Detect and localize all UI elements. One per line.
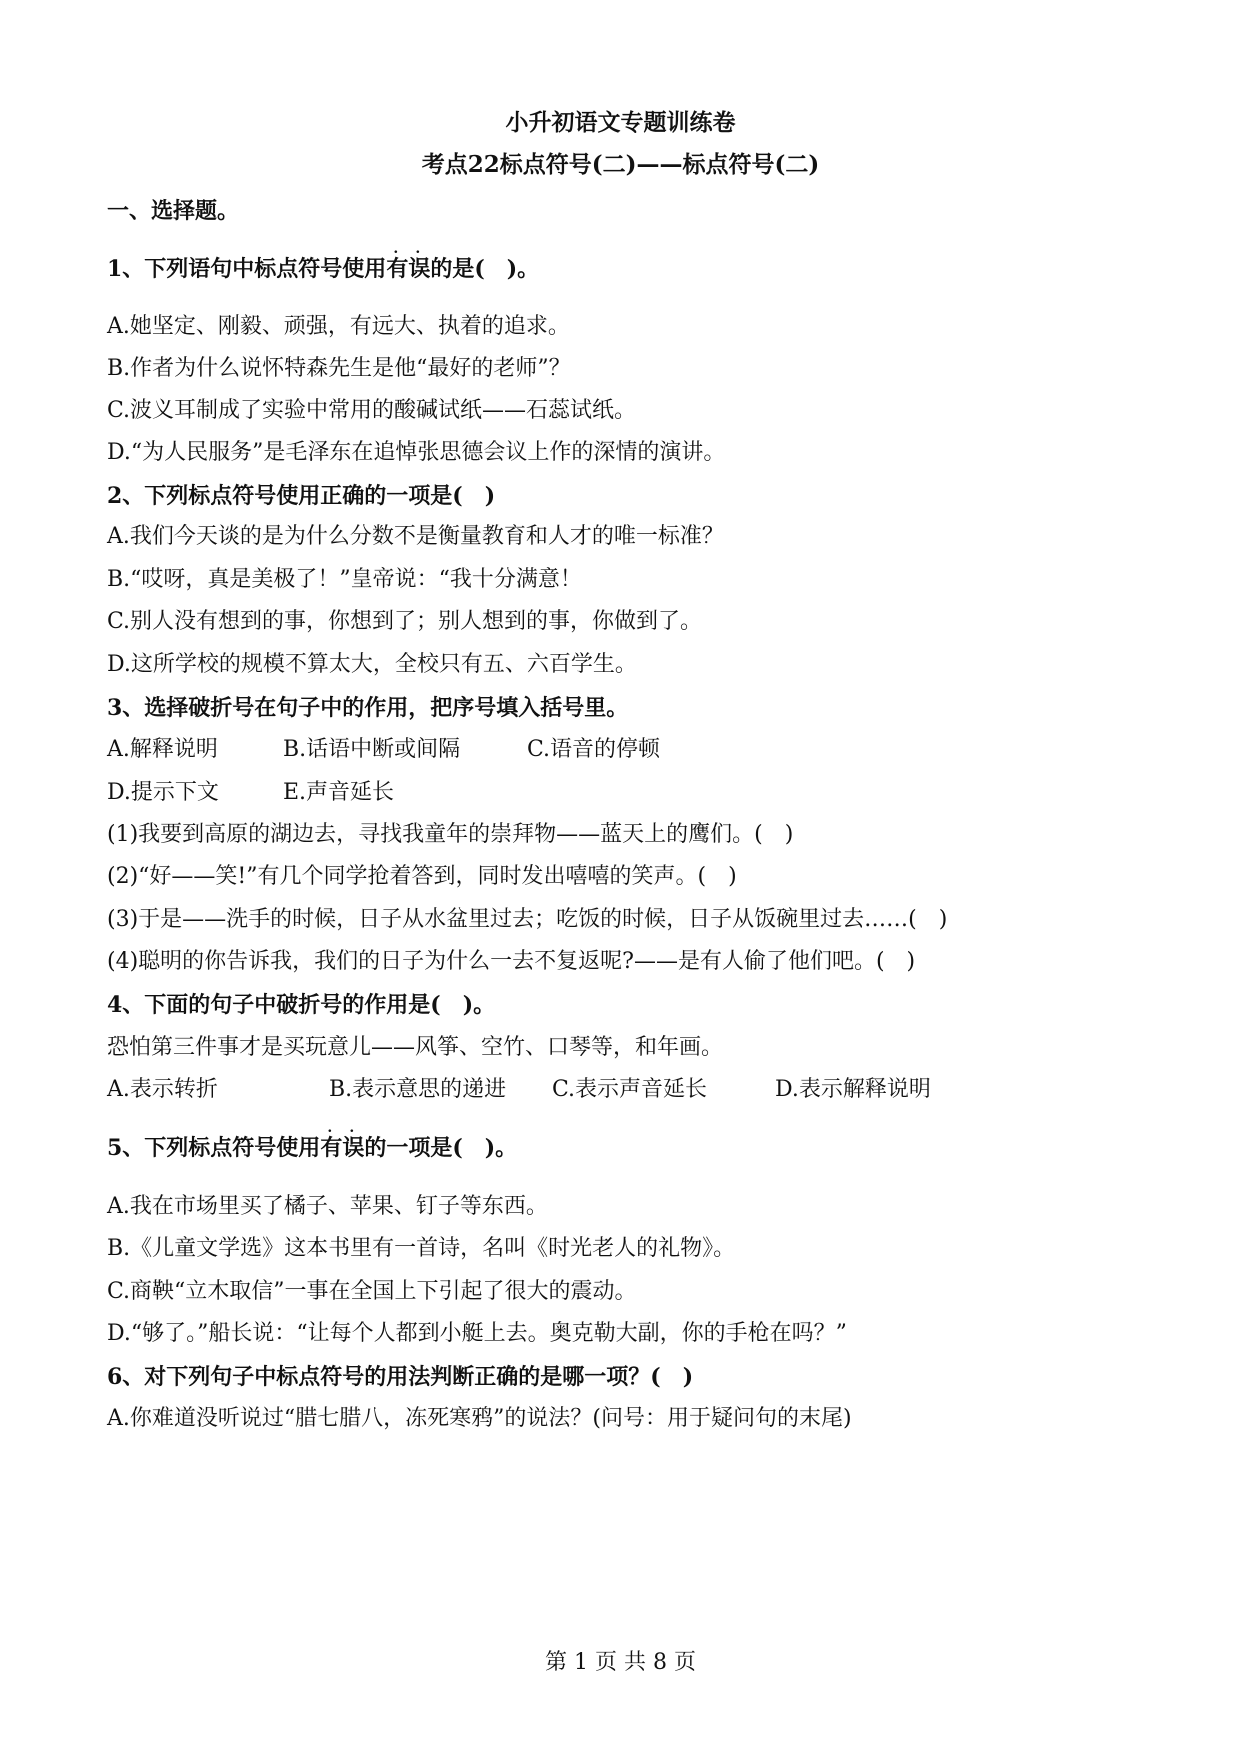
- page-subtitle: 考点22标点符号(二)——标点符号(二): [421, 151, 820, 178]
- question-3-item-4: (4)聪明的你告诉我，我们的日子为什么一去不复返呢?——是有人偷了他们吧。( ): [107, 949, 916, 974]
- question-2-option-a: A.我们今天谈的是为什么分数不是衡量教育和人才的唯一标准？: [107, 524, 724, 549]
- question-6-option-a: A.你难道没听说过“腊七腊八，冻死寒鸦”的说法？(问号：用于疑问句的末尾): [107, 1406, 852, 1431]
- page-footer: 第 1 页 共 8 页: [545, 1650, 696, 1675]
- emphasis-char: . 有: [320, 1120, 343, 1161]
- page-title: 小升初语文专题训练卷: [505, 109, 736, 136]
- question-6-stem: 6、对下列句子中标点符号的用法判断正确的是哪一项？( ): [107, 1364, 694, 1390]
- question-3-item-2: (2)“好——笑!”有几个同学抢着答到，同时发出嘻嘻的笑声。( ): [107, 864, 737, 889]
- question-5-option-a: A.我在市场里买了橘子、苹果、钉子等东西。: [107, 1194, 548, 1219]
- question-4-option-c: C.表示声音延长: [552, 1077, 708, 1102]
- question-4-option-b: B.表示意思的递进: [329, 1077, 507, 1102]
- question-1-option-c: C.波义耳制成了实验中常用的酸碱试纸——石蕊试纸。: [107, 398, 637, 423]
- question-5-stem-post: 的一项是( )。: [364, 1135, 518, 1161]
- question-2-stem: 2、下列标点符号使用正确的一项是( ): [107, 483, 496, 509]
- choice-label: D.提示下文: [107, 780, 219, 805]
- question-2-option-d: D.这所学校的规模不算太大，全校只有五、六百学生。: [107, 652, 637, 677]
- question-1-stem-post: 的是( )。: [430, 256, 540, 282]
- question-5-stem: [107, 1120, 518, 1163]
- question-3-item-1: (1)我要到高原的湖边去，寻找我童年的崇拜物——蓝天上的鹰们。( ): [107, 822, 794, 847]
- question-3-choices-row-2: [107, 778, 607, 808]
- question-4-option-d: D.表示解释说明: [775, 1077, 931, 1102]
- question-5-option-c: C.商鞅“立木取信”一事在全国上下引起了很大的震动。: [107, 1279, 637, 1304]
- question-3-stem: 3、选择破折号在句子中的作用，把序号填入括号里。: [107, 695, 629, 721]
- question-2-option-b: B.“哎呀，真是美极了！”皇帝说：“我十分满意！: [107, 567, 582, 592]
- question-5-stem-pre: 5、下列标点符号使用: [107, 1135, 321, 1161]
- choice-label: B.话语中断或间隔: [283, 737, 461, 762]
- emphasis-char: . 误: [342, 1120, 365, 1161]
- choice-label: E.声音延长: [283, 780, 395, 805]
- question-1-option-a: A.她坚定、刚毅、顽强，有远大、执着的追求。: [107, 314, 570, 339]
- question-1-option-d: D.“为人民服务”是毛泽东在追悼张思德会议上作的深情的演讲。: [107, 440, 726, 465]
- question-5-option-d: D.“够了。”船长说：“让每个人都到小艇上去。奥克勒大副，你的手枪在吗？”: [107, 1321, 847, 1346]
- question-1-option-b: B.作者为什么说怀特森先生是他“最好的老师”？: [107, 356, 571, 381]
- question-4-option-a: A.表示转折: [107, 1077, 218, 1102]
- question-5-option-b: B.《儿童文学选》这本书里有一首诗，名叫《时光老人的礼物》。: [107, 1236, 736, 1261]
- question-4-options: [107, 1075, 1127, 1105]
- question-3-item-3: (3)于是——洗手的时候，日子从水盆里过去；吃饭的时候，日子从饭碗里过去……( ): [107, 907, 948, 932]
- choice-label: C.语音的停顿: [527, 737, 661, 762]
- section-heading: 一、选择题。: [107, 198, 240, 224]
- choice-label: A.解释说明: [107, 737, 218, 762]
- question-1-stem: [107, 241, 540, 284]
- question-3-choices-row-1: [107, 735, 807, 765]
- emphasis-char: . 误: [408, 241, 431, 282]
- question-4-stem: 4、下面的句子中破折号的作用是( )。: [107, 992, 496, 1018]
- question-4-sentence: 恐怕第三件事才是买玩意儿——风筝、空竹、口琴等，和年画。: [107, 1035, 724, 1060]
- emphasis-char: . 有: [386, 241, 409, 282]
- question-2-option-c: C.别人没有想到的事，你想到了；别人想到的事，你做到了。: [107, 609, 703, 634]
- question-1-stem-pre: 1、下列语句中标点符号使用: [107, 256, 387, 282]
